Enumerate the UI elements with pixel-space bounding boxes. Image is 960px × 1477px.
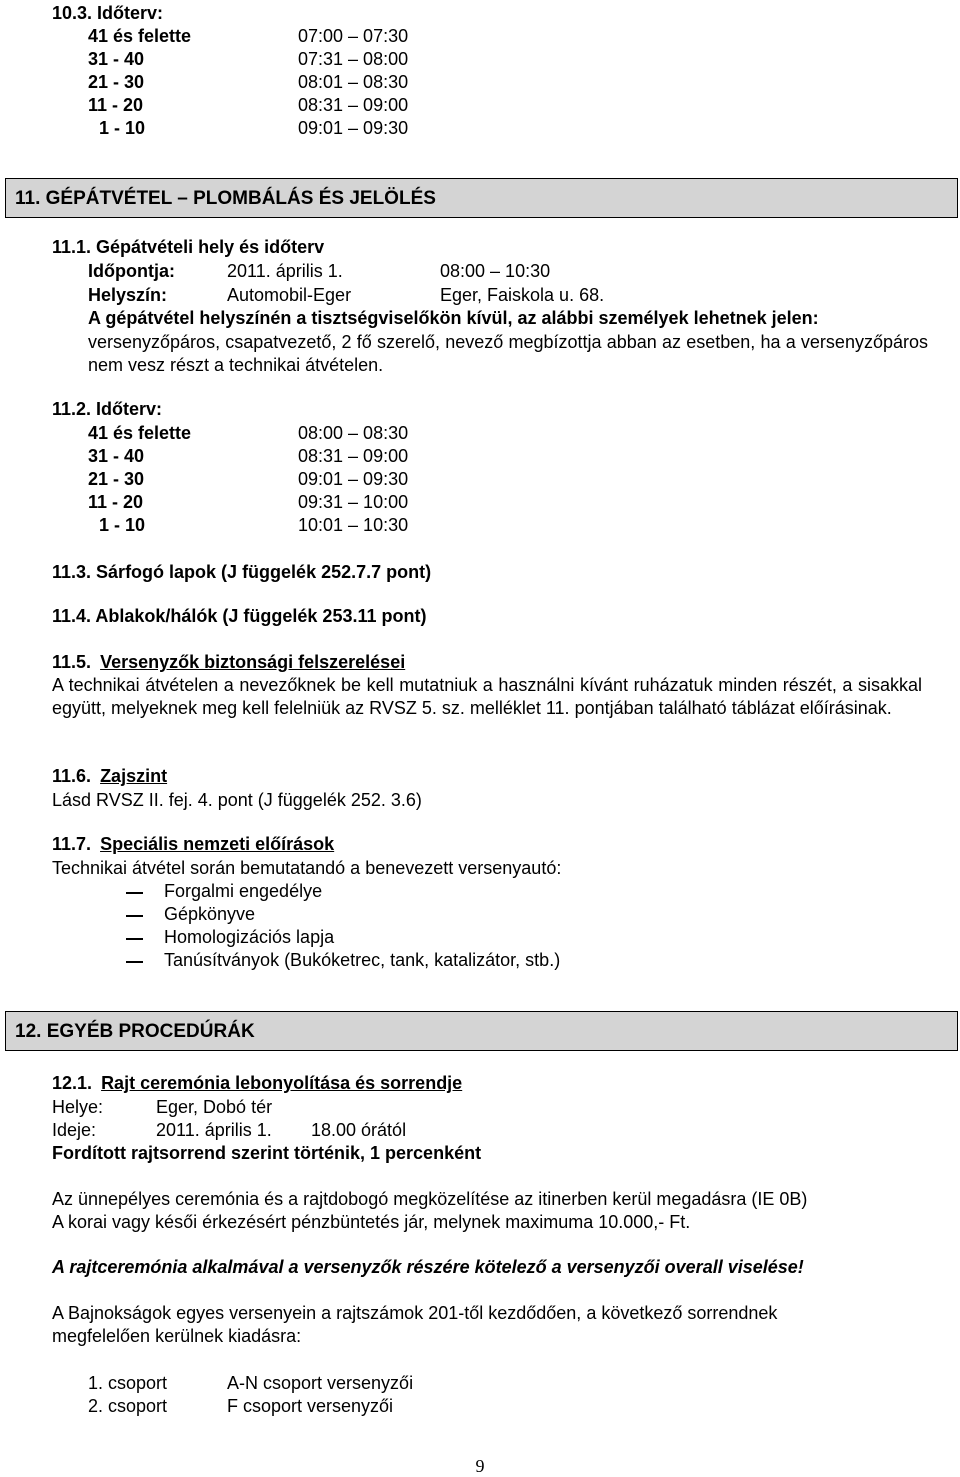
schedule-time: 09:01 – 09:30	[298, 118, 409, 138]
section-11-3-heading: 11.3. Sárfogó lapok (J függelék 252.7.7 pont)	[52, 562, 432, 582]
list-bullet	[126, 892, 143, 894]
schedule-group: 31 - 40	[88, 49, 145, 69]
section-11-6-heading	[52, 765, 167, 787]
section-10-3-heading: 10.3. Időterv:	[52, 3, 164, 23]
schedule-group: 31 - 40	[88, 446, 145, 466]
list-item: Gépkönyve	[164, 904, 256, 924]
section-number: 11.6.	[52, 766, 92, 786]
noise-level-text: Lásd RVSZ II. fej. 4. pont (J függelék 252. 3.6)	[52, 790, 422, 810]
list-item: Forgalmi engedélye	[164, 881, 323, 901]
section-11-4-heading: 11.4. Ablakok/hálók (J függelék 253.11 pont)	[52, 606, 427, 626]
start-order-note: Fordított rajtsorrend szerint történik, 1 percenként	[52, 1143, 482, 1163]
schedule-time: 07:31 – 08:00	[298, 49, 409, 69]
date-time: 08:00 – 10:30	[440, 261, 551, 281]
section-11-7-heading	[52, 833, 334, 855]
list-item: Tanúsítványok (Bukóketrec, tank, katalizátor, stb.)	[164, 950, 561, 970]
inspection-intro: Technikai átvétel során bemutatandó a benevezett versenyautó:	[52, 858, 562, 878]
section-number: 11.5.	[52, 652, 92, 672]
section-title: Versenyzők biztonsági felszerelései	[100, 652, 406, 672]
schedule-group: 1 - 10	[99, 515, 146, 535]
list-bullet	[126, 961, 143, 963]
attendance-note-bold: A gépátvétel helyszínén a tisztségviselőkön kívül, az alábbi személyek lehetnek jelen:	[88, 308, 819, 328]
schedule-group: 11 - 20	[88, 492, 144, 512]
ceremony-place-label: Helye:	[52, 1097, 104, 1117]
schedule-group: 41 és felette	[88, 423, 192, 443]
list-bullet	[126, 915, 143, 917]
section-title: Rajt ceremónia lebonyolítása és sorrendje	[101, 1073, 463, 1093]
section-number: 11.7.	[52, 834, 92, 854]
schedule-time: 07:00 – 07:30	[298, 26, 409, 46]
section-12-title: 12. EGYÉB PROCEDÚRÁK	[15, 1021, 255, 1042]
overall-requirement: A rajtceremónia alkalmával a versenyzők részére kötelező a versenyzői overall viselése!	[52, 1257, 804, 1277]
schedule-time: 10:01 – 10:30	[298, 515, 409, 535]
list-bullet	[126, 938, 143, 940]
place-value: Automobil-Eger	[227, 285, 352, 305]
start-numbers-paragraph: A Bajnokságok egyes versenyein a rajtszámok 201-től kezdődően, a következő sorrendnek megfelelően kerülnek kiadásra:	[52, 1303, 778, 1346]
page-number: 9	[475, 1456, 485, 1476]
place-address: Eger, Faiskola u. 68.	[440, 285, 605, 305]
date-value: 2011. április 1.	[227, 261, 343, 281]
schedule-time: 09:01 – 09:30	[298, 469, 409, 489]
attendance-note-text: versenyzőpáros, csapatvezető, 2 fő szerelő, nevező megbízottja abban az esetben, ha a versenyzőpáros nem vesz részt a technikai átvételen.	[88, 332, 928, 375]
section-12-banner	[5, 1011, 958, 1051]
section-number: 12.1.	[52, 1073, 93, 1093]
section-title: Zajszint	[100, 766, 168, 786]
schedule-time: 09:31 – 10:00	[298, 492, 409, 512]
ceremony-time: 18.00 órától	[311, 1120, 407, 1140]
penalty-info-line: A korai vagy késői érkezésért pénzbüntetés jár, melynek maximuma 10.000,- Ft.	[52, 1212, 691, 1232]
ceremony-date-value: 2011. április 1.	[156, 1120, 272, 1140]
group-name: 2. csoport	[88, 1396, 168, 1416]
section-11-1-heading: 11.1. Gépátvételi hely és időterv	[52, 237, 325, 257]
schedule-time: 08:31 – 09:00	[298, 95, 409, 115]
safety-equipment-text: A technikai átvételen a nevezőknek be kell mutatniuk a használni kívánt ruházatuk minden részét, a sisakkal együtt, melyeknek meg kell felelniük az RVSZ 5. sz. melléklet 11. pontjában található táblázat előírásinak.	[52, 675, 922, 718]
ceremony-info-line: Az ünnepélyes ceremónia és a rajtdobogó megközelítése az itinerben kerül megadásra (IE 0B)	[52, 1189, 808, 1209]
date-label: Időpontja:	[88, 261, 175, 281]
schedule-group: 1 - 10	[99, 118, 146, 138]
group-name: 1. csoport	[88, 1373, 168, 1393]
group-description: F csoport versenyzői	[227, 1396, 394, 1416]
section-11-title: 11. GÉPÁTVÉTEL – PLOMBÁLÁS ÉS JELÖLÉS	[15, 188, 436, 209]
schedule-time: 08:00 – 08:30	[298, 423, 409, 443]
list-item: Homologizációs lapja	[164, 927, 335, 947]
section-11-2-heading: 11.2. Időterv:	[52, 399, 163, 419]
schedule-time: 08:01 – 08:30	[298, 72, 409, 92]
group-description: A-N csoport versenyzői	[227, 1373, 414, 1393]
section-11-5-heading	[52, 651, 405, 673]
schedule-group: 21 - 30	[88, 72, 145, 92]
place-label: Helyszín:	[88, 285, 168, 305]
section-title: Speciális nemzeti előírások	[100, 834, 335, 854]
schedule-group: 21 - 30	[88, 469, 145, 489]
ceremony-place-value: Eger, Dobó tér	[156, 1097, 273, 1117]
schedule-time: 08:31 – 09:00	[298, 446, 409, 466]
schedule-group: 11 - 20	[88, 95, 144, 115]
section-11-banner	[5, 178, 958, 218]
schedule-group: 41 és felette	[88, 26, 192, 46]
ceremony-date-label: Ideje:	[52, 1120, 97, 1140]
section-12-1-heading	[52, 1072, 462, 1094]
